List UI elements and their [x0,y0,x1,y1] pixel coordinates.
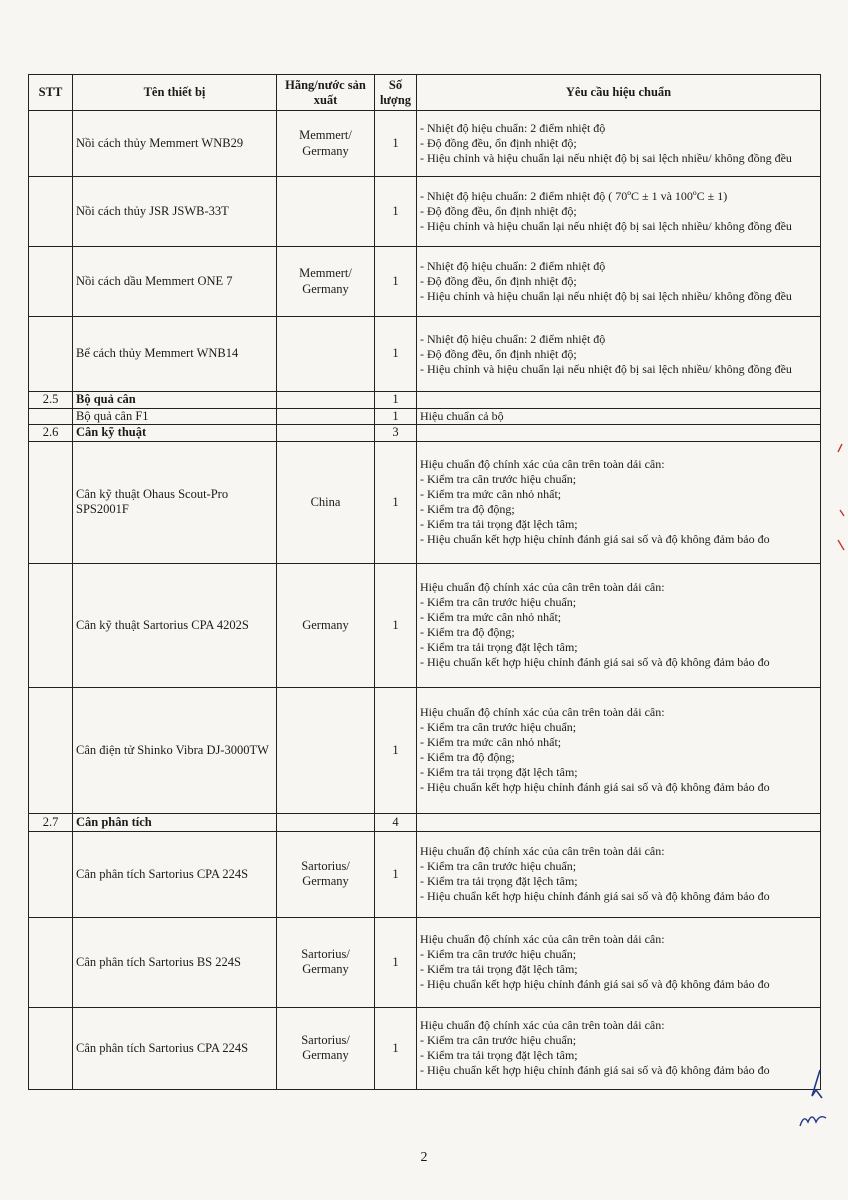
qty-cell: 1 [375,917,417,1007]
page-number: 2 [420,1150,428,1165]
table-row [29,317,821,392]
requirement-cell [417,441,821,563]
requirement-line: - Kiểm tra tải trọng đặt lệch tâm; [420,640,578,655]
section-title: Cân phân tích [73,813,277,831]
qty-cell: 1 [375,177,417,247]
requirement-line: - Kiểm tra tải trọng đặt lệch tâm; [420,517,578,532]
requirement-line: - Hiệu chỉnh và hiệu chuẩn lại nếu nhiệt độ bị sai lệch nhiều/ không đồng đều [420,219,792,233]
table-row [29,408,821,425]
requirement-cell [417,687,821,813]
requirement-line: Hiệu chuẩn độ chính xác của cân trên toàn dải cân: [420,705,665,720]
maker-cell [277,317,375,392]
requirement-line: - Hiệu chỉnh và hiệu chuẩn lại nếu nhiệt độ bị sai lệch nhiều/ không đồng đều [420,151,792,165]
requirement-cell [417,111,821,177]
table-row [29,831,821,917]
maker-cell [277,392,375,409]
table-row [29,917,821,1007]
maker-cell [277,687,375,813]
requirement-line: - Kiểm tra cân trước hiệu chuẩn; [420,947,577,962]
requirement-line: - Kiểm tra cân trước hiệu chuẩn; [420,720,577,735]
section-title: Cân kỹ thuật [73,425,277,442]
requirement-line: Hiệu chuẩn độ chính xác của cân trên toàn dải cân: [420,580,665,595]
requirement-line: - Kiểm tra độ động; [420,625,515,640]
requirement-line: - Hiệu chuẩn kết hợp hiệu chỉnh đánh giá sai số và độ không đảm bảo đo [420,655,770,670]
qty-cell: 1 [375,687,417,813]
table-row [29,111,821,177]
requirement-line: - Kiểm tra cân trước hiệu chuẩn; [420,859,577,874]
maker-cell: Memmert/ Germany [277,111,375,177]
header-stt: STT [29,75,73,111]
qty-cell: 1 [375,408,417,425]
device-name: Bộ quả cân F1 [73,408,277,425]
qty-cell: 1 [375,1007,417,1089]
requirement-cell [417,831,821,917]
requirement-line: - Kiểm tra tải trọng đặt lệch tâm; [420,962,578,977]
requirement-line: - Kiểm tra cân trước hiệu chuẩn; [420,595,577,610]
requirement-line: - Kiểm tra cân trước hiệu chuẩn; [420,1033,577,1048]
section-row [29,425,821,442]
section-number: 2.7 [29,813,73,831]
requirement-line: - Kiểm tra mức cân nhỏ nhất; [420,487,562,502]
requirement-line: - Kiểm tra cân trước hiệu chuẩn; [420,472,577,487]
header-requirements: Yêu cầu hiệu chuẩn [417,75,821,111]
qty-cell: 1 [375,392,417,409]
requirement-cell [417,392,821,409]
maker-cell: Sartorius/ Germany [277,831,375,917]
device-name: Bể cách thủy Memmert WNB14 [73,317,277,392]
device-name: Cân phân tích Sartorius CPA 224S [73,1007,277,1089]
requirement-line: - Độ đồng đều, ổn định nhiệt độ; [420,136,577,150]
device-name: Cân phân tích Sartorius BS 224S [73,917,277,1007]
stt-cell [29,408,73,425]
section-number: 2.6 [29,425,73,442]
device-name: Nồi cách dầu Memmert ONE 7 [73,247,277,317]
section-title: Bộ quả cân [73,392,277,409]
qty-cell: 1 [375,247,417,317]
initials-signature [760,1068,840,1128]
requirement-line: - Kiểm tra độ động; [420,750,515,765]
table-row [29,563,821,687]
device-name: Nồi cách thủy Memmert WNB29 [73,111,277,177]
device-name: Cân phân tích Sartorius CPA 224S [73,831,277,917]
stt-cell [29,247,73,317]
requirement-line: - Hiệu chuẩn kết hợp hiệu chỉnh đánh giá sai số và độ không đảm bảo đo [420,1063,770,1078]
requirement-cell [417,177,821,247]
stt-cell [29,441,73,563]
device-name: Cân kỹ thuật Sartorius CPA 4202S [73,563,277,687]
header-qty: Số lượng [375,75,417,111]
requirement-line: - Kiểm tra độ động; [420,502,515,517]
requirement-line: Hiệu chuẩn độ chính xác của cân trên toàn dải cân: [420,932,665,947]
requirement-cell [417,813,821,831]
maker-cell [277,425,375,442]
table-row [29,687,821,813]
requirement-cell [417,563,821,687]
table-header-row [29,75,821,111]
table-row [29,1007,821,1089]
stt-cell [29,687,73,813]
stt-cell [29,1007,73,1089]
device-name: Cân kỹ thuật Ohaus Scout-Pro SPS2001F [73,441,277,563]
requirement-line: - Kiểm tra mức cân nhỏ nhất; [420,735,562,750]
maker-cell [277,813,375,831]
maker-cell: Sartorius/ Germany [277,917,375,1007]
requirement-line: - Nhiệt độ hiệu chuẩn: 2 điểm nhiệt độ [420,121,606,135]
requirement-line: Hiệu chuẩn độ chính xác của cân trên toàn dải cân: [420,1018,665,1033]
requirement-line: - Độ đồng đều, ổn định nhiệt độ; [420,346,577,361]
device-name: Nồi cách thủy JSR JSWB-33T [73,177,277,247]
stt-cell [29,917,73,1007]
requirement-line: - Kiểm tra tải trọng đặt lệch tâm; [420,874,578,889]
table-row [29,441,821,563]
stt-cell [29,831,73,917]
qty-cell: 1 [375,441,417,563]
requirement-line: - Hiệu chỉnh và hiệu chuẩn lại nếu nhiệt độ bị sai lệch nhiều/ không đồng đều [420,289,792,303]
requirement-cell [417,247,821,317]
section-row [29,392,821,409]
qty-cell: 1 [375,831,417,917]
requirement-line: - Hiệu chuẩn kết hợp hiệu chỉnh đánh giá sai số và độ không đảm bảo đo [420,780,770,795]
header-maker: Hãng/nước sản xuất [277,75,375,111]
requirement-cell [417,425,821,442]
maker-cell: Sartorius/ Germany [277,1007,375,1089]
header-device: Tên thiết bị [73,75,277,111]
stt-cell [29,111,73,177]
requirement-line: - Nhiệt độ hiệu chuẩn: 2 điểm nhiệt độ [420,259,606,273]
qty-cell: 1 [375,563,417,687]
qty-cell: 1 [375,111,417,177]
requirement-line: - Hiệu chuẩn kết hợp hiệu chỉnh đánh giá sai số và độ không đảm bảo đo [420,532,770,547]
stt-cell [29,317,73,392]
table-row [29,177,821,247]
qty-cell: 3 [375,425,417,442]
maker-cell: Memmert/ Germany [277,247,375,317]
requirement-line: - Kiểm tra mức cân nhỏ nhất; [420,610,562,625]
requirement-line: - Kiểm tra tải trọng đặt lệch tâm; [420,765,578,780]
requirement-cell [417,917,821,1007]
requirement-line: - Độ đồng đều, ổn định nhiệt độ; [420,274,577,288]
maker-cell [277,408,375,425]
stt-cell [29,177,73,247]
requirement-line: - Hiệu chuẩn kết hợp hiệu chỉnh đánh giá sai số và độ không đảm bảo đo [420,889,770,904]
requirement-line: - Kiểm tra tải trọng đặt lệch tâm; [420,1048,578,1063]
requirement-line: Hiệu chuẩn độ chính xác của cân trên toàn dải cân: [420,457,665,472]
maker-cell [277,177,375,247]
requirement-cell [417,317,821,392]
maker-cell: China [277,441,375,563]
requirement-line: - Hiệu chỉnh và hiệu chuẩn lại nếu nhiệt độ bị sai lệch nhiều/ không đồng đều [420,361,792,376]
requirement-line: - Độ đồng đều, ổn định nhiệt độ; [420,204,577,218]
stt-cell [29,563,73,687]
requirement-line: - Hiệu chuẩn kết hợp hiệu chỉnh đánh giá sai số và độ không đảm bảo đo [420,977,770,992]
calibration-table [28,74,821,1090]
requirement-line: - Nhiệt độ hiệu chuẩn: 2 điểm nhiệt độ [420,331,606,346]
section-number: 2.5 [29,392,73,409]
requirement-cell: Hiệu chuẩn cả bộ [417,408,821,425]
table-row [29,247,821,317]
device-name: Cân điện tử Shinko Vibra DJ-3000TW [73,687,277,813]
requirement-line: Hiệu chuẩn độ chính xác của cân trên toàn dải cân: [420,844,665,859]
maker-cell: Germany [277,563,375,687]
margin-marks [830,440,848,560]
requirement-line: - Nhiệt độ hiệu chuẩn: 2 điểm nhiệt độ ( 70ºC ± 1 và 100ºC ± 1) [420,189,728,203]
qty-cell: 1 [375,317,417,392]
qty-cell: 4 [375,813,417,831]
section-row [29,813,821,831]
